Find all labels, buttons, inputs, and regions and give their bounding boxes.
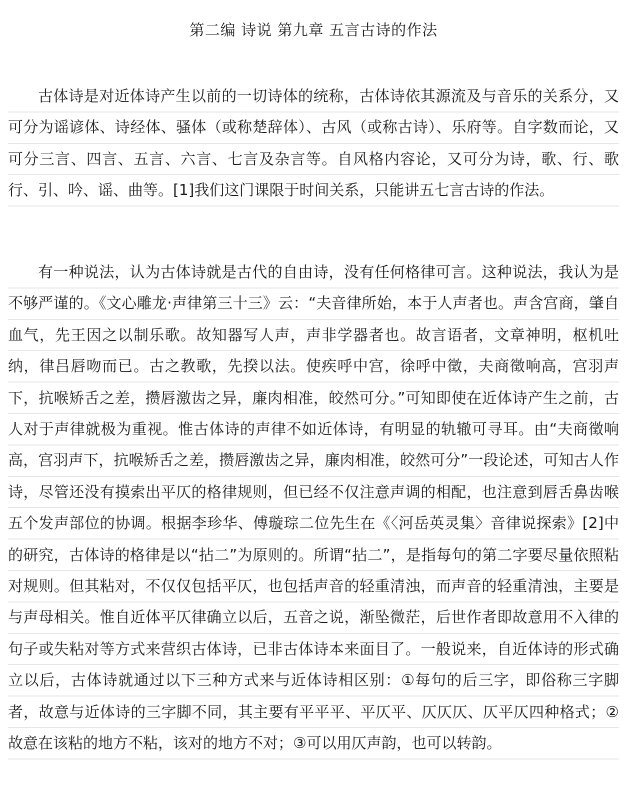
paragraph-body: 有一种说法，认为古体诗就是古代的自由诗，没有任何格律可言。这种说法，我认为是不够严谨的。《文心雕龙·声律第三十三》云：“夫音律所始，本于人声者也。声含宫商，肇自血气，先王因之以制乐歌。故知器写人声，声非学器者也。故言语者，文章神明，枢机吐纳，律吕唇吻而已。古之教歌，先揆以法。使疾呼中宫，徐呼中徵，夫商徵响高，宫羽声下，抗喉矫舌之差，攒唇激齿之异，廉肉相准，皎然可分。”可知即使在近体诗产生之前，古人对于声律就极为重视。惟古体诗的声律不如近体诗，有明显的轨辙可寻耳。由“夫商徵响高，宫羽声下，抗喉矫舌之差，攒唇激齿之异，廉肉相准，皎然可分”一段论述，可知古人作诗，尽管还没有摸索出平仄的格律规则，但已经不仅注意声调的相配，也注意到唇舌鼻齿喉五个发声部位的协调。根据李珍华、傅璇琮二位先生在《〈河岳英灵集〉音律说探索》[2]中的研究，古体诗的格律是以“拈二”为原则的。所谓“拈二”，是指每句的第二字要尽量依照粘对规则。但其粘对，不仅仅包括平仄，也包括声音的轻重清浊，而声音的轻重清浊，主要是与声母相关。惟自近体平仄律确立以后，五音之说，渐坠微茫，后世作者即故意用不入律的句子或失粘对等方式来营织古体诗，已非古体诗本来面目了。一般说来，自近体诗的形式确立以后，古体诗就通过以下三种方式来与近体诗相区别：①每句的后三字，即俗称三字脚者，故意与近体诗的三字脚不同，其主要有平平平、平仄平、仄仄仄、仄平仄四种格式；②故意在该粘的地方不粘，该对的地方不对；③可以用仄声韵，也可以转韵。: [8, 257, 619, 760]
paragraph-intro: 古体诗是对近体诗产生以前的一切诗体的统称，古体诗依其源流及与音乐的关系分，又可分为谣谚体、诗经体、骚体（或称楚辞体）、古风（或称古诗）、乐府等。自字数而论，又可分三言、四言、五言、六言、七言及杂言等。自风格内容论，又可分为诗，歌、行、歌行、引、吟、谣、曲等。[1]我们这门课限于时间关系，只能讲五七言古诗的作法。: [8, 81, 619, 207]
chapter-title: 第二编 诗说 第九章 五言古诗的作法: [189, 21, 438, 39]
